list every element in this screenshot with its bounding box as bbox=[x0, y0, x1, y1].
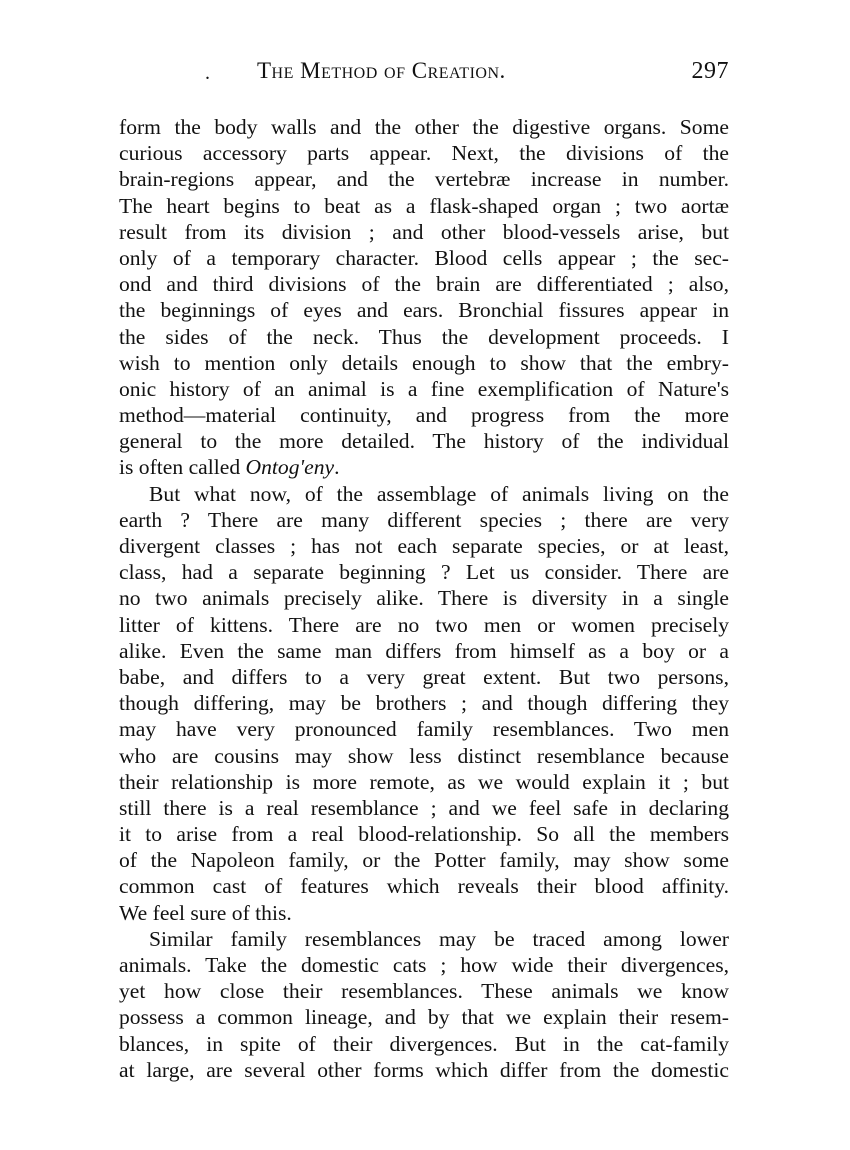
text-fragment: is often called bbox=[119, 455, 246, 480]
header-dot: . bbox=[205, 62, 211, 84]
text-line: method—material continuity, and progress from the more bbox=[119, 403, 729, 428]
text-line bbox=[119, 454, 729, 480]
text-line: only of a temporary character. Blood cells appear ; the sec- bbox=[119, 245, 729, 270]
text-line: possess a common lineage, and by that we explain their resem- bbox=[119, 1005, 729, 1030]
text-line: result from its division ; and other blood-vessels arise, but bbox=[119, 219, 729, 244]
page-number: 297 bbox=[691, 58, 729, 84]
text-line: may have very pronounced family resemblances. Two men bbox=[119, 717, 729, 742]
text-line: Similar family resemblances may be traced among lower bbox=[149, 926, 729, 951]
text-line: class, had a separate beginning ? Let us consider. There are bbox=[119, 560, 729, 585]
text-line: earth ? There are many different species ; there are very bbox=[119, 507, 729, 532]
text-line: common cast of features which reveals their blood affinity. bbox=[119, 874, 729, 899]
body-text bbox=[119, 114, 729, 1083]
paragraph-1 bbox=[119, 114, 729, 481]
text-line: We feel sure of this. bbox=[119, 900, 292, 925]
text-line: their relationship is more remote, as we would explain it ; but bbox=[119, 769, 729, 794]
paragraph-2 bbox=[119, 481, 729, 926]
text-line: it to arise from a real blood-relationship. So all the members bbox=[119, 822, 729, 847]
text-line: yet how close their resemblances. These animals we know bbox=[119, 979, 729, 1004]
running-title: The Method of Creation. bbox=[257, 58, 506, 83]
text-line: form the body walls and the other the digestive organs. Some bbox=[119, 115, 729, 139]
text-line: ond and third divisions of the brain are differentiated ; also, bbox=[119, 272, 729, 297]
text-line: no two animals precisely alike. There is diversity in a single bbox=[119, 586, 729, 611]
text-line: litter of kittens. There are no two men or women precisely bbox=[119, 612, 729, 637]
text-line: brain-regions appear, and the vertebræ increase in number. bbox=[119, 167, 729, 192]
text-line: babe, and differs to a very great extent. But two persons, bbox=[119, 664, 729, 689]
paragraph-3 bbox=[119, 926, 729, 1083]
term-ontogeny: Ontog'eny bbox=[245, 455, 335, 480]
text-line: But what now, of the assemblage of animals living on the bbox=[149, 481, 729, 506]
text-line: at large, are several other forms which differ from the domestic bbox=[119, 1057, 729, 1082]
text-line: general to the more detailed. The history of the individual bbox=[119, 429, 729, 454]
text-line: onic history of an animal is a fine exemplification of Nature's bbox=[119, 376, 729, 401]
text-line: who are cousins may show less distinct resemblance because bbox=[119, 743, 729, 768]
text-line: though differing, may be brothers ; and though differing they bbox=[119, 691, 729, 716]
text-line: alike. Even the same man differs from himself as a boy or a bbox=[119, 638, 729, 663]
text-line: divergent classes ; has not each separate species, or at least, bbox=[119, 534, 729, 558]
text-line: the beginnings of eyes and ears. Bronchial fissures appear in bbox=[119, 298, 729, 323]
text-fragment: . bbox=[334, 455, 340, 480]
text-line: curious accessory parts appear. Next, the divisions of the bbox=[119, 141, 729, 166]
text-line: animals. Take the domestic cats ; how wide their divergences, bbox=[119, 953, 729, 977]
text-line: the sides of the neck. Thus the development proceeds. I bbox=[119, 324, 729, 349]
text-line: The heart begins to beat as a flask-shaped organ ; two aortæ bbox=[119, 193, 729, 218]
running-head bbox=[119, 58, 729, 94]
text-line: wish to mention only details enough to show that the embry- bbox=[119, 350, 729, 375]
text-line: still there is a real resemblance ; and we feel safe in declaring bbox=[119, 795, 729, 820]
book-page bbox=[119, 58, 729, 1083]
text-line: blances, in spite of their divergences. But in the cat-family bbox=[119, 1031, 729, 1056]
text-line: of the Napoleon family, or the Potter family, may show some bbox=[119, 848, 729, 873]
